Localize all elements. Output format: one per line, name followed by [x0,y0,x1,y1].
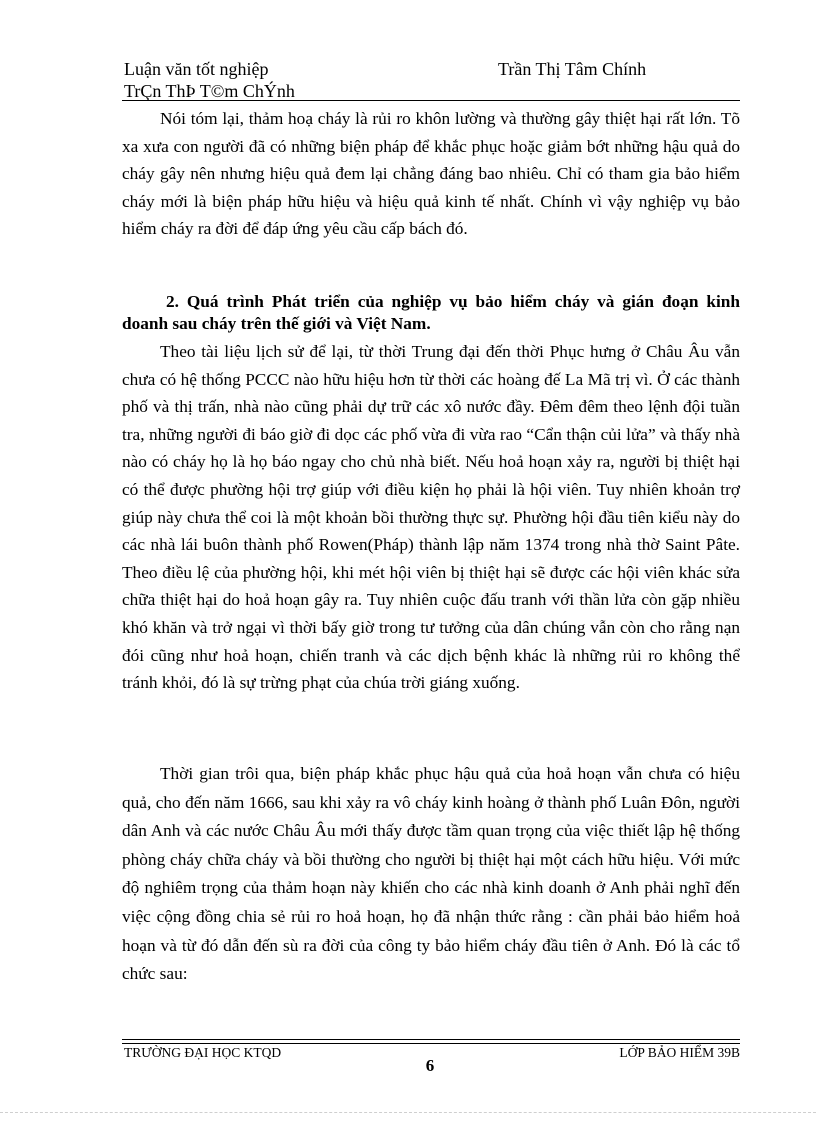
section-heading: 2. Quá trình Phát triển của nghiệp vụ bảo hiểm cháy và gián đoạn kinh doanh sau cháy trên thế giới và Việt Nam. [122,292,740,333]
paragraph-history-text: Theo tài liệu lịch sử để lại, từ thời Trung đại đến thời Phục hưng ở Châu Âu vẫn chưa có hệ thống PCCC nào hữu hiệu hơn từ thời các hoàng đế La Mã trị vì. Ở các thành phố và thị trấn, nhà nào cũng phải dự trữ các xô nước đầy. Đêm đêm theo lệnh đội tuần tra, những người đi báo giờ đi dọc các phố vừa đi vừa rao “Cẩn thận củi lửa” và thấy nhà nào có cháy họ là họ báo ngay cho chủ nhà biết. Nếu hoả hoạn xảy ra, người bị thiệt hại có thể được phường hội trợ giúp với điều kiện họ phải là hội viên. Tuy nhiên khoản trợ giúp này chưa thể coi là một khoản bồi thường thực sự. Phường hội đầu tiên kiểu này do các nhà lái buôn thành phố Rowen(Pháp) thành lập năm 1374 trong nhà thờ Saint Pâte. Theo điều lệ của phường hội, khi mét hội viên bị thiệt hại sẽ được các hội viên khác sửa chữa thiệt hại do hoả hoạn gây ra. Tuy nhiên cuộc đấu tranh với thần lửa còn gặp nhiều khó khăn và trở ngại vì thời bấy giờ trong tư tưởng của dân chúng vẫn còn cho rằng nạn đói cũng như hoả hoạn, chiến tranh và các dịch bệnh khác là những rủi ro không thể tránh khỏi, đó là sự trừng phạt của chúa trời giáng xuống. [122,342,740,693]
paragraph-summary [122,105,740,243]
page-number: 6 [425,1056,435,1075]
header-title-line1: Luận văn tốt nghiệp [124,59,269,79]
header-title-line2: TrÇn ThÞ T©m ChÝnh [124,81,295,101]
paragraph-london-fire-text: Thời gian trôi qua, biện pháp khắc phục hậu quả của hoả hoạn vẫn chưa có hiệu quả, cho đến năm 1666, sau khi xảy ra vô cháy kinh hoàng ở thành phố Luân Đôn, người dân Anh và các nước Châu Âu mới thấy được tầm quan trọng của việc thiết lập hệ thống phòng cháy chữa cháy và bồi thường cho người bị thiệt hại một cách hữu hiệu. Với mức độ nghiêm trọng của thảm hoạn này khiến cho các nhà kinh doanh ở Anh phải nghĩ đến việc cộng đồng chia sẻ rủi ro hoả hoạn, họ đã nhận thức rằng : cần phải bảo hiểm hoả hoạn và từ đó dẫn đến sù ra đời của công ty bảo hiểm cháy đầu tiên ở Anh. Đó là các tổ chức sau: [122,764,740,984]
header-title [124,58,295,102]
paragraph-history [122,338,740,697]
paragraph-london-fire [122,760,740,989]
footer-divider-bottom [122,1043,740,1044]
paragraph-summary-text: Nói tóm lại, thảm hoạ cháy là rủi ro khôn lường và thường gây thiệt hại rất lớn. Tõ xa xưa con người đã có những biện pháp để khắc phục hoặc giảm bớt những hậu quả do cháy gây nên nhưng hiệu quả đem lại chẳng đáng bao nhiêu. Chỉ có tham gia bảo hiểm cháy mới là biện pháp hữu hiệu và hiệu quả kinh tế nhất. Chính vì vậy nghiệp vụ bảo hiểm cháy ra đời để đáp ứng yêu cầu cấp bách đó. [122,109,740,239]
header-author: Trần Thị Tâm Chính [498,59,647,79]
page-break-divider [0,1112,816,1113]
header-divider [122,100,740,101]
footer-school: TRƯỜNG ĐẠI HỌC KTQD [124,1045,282,1060]
footer-class: LỚP BẢO HIỂM 39B [619,1045,740,1060]
footer-divider-top [122,1039,740,1040]
